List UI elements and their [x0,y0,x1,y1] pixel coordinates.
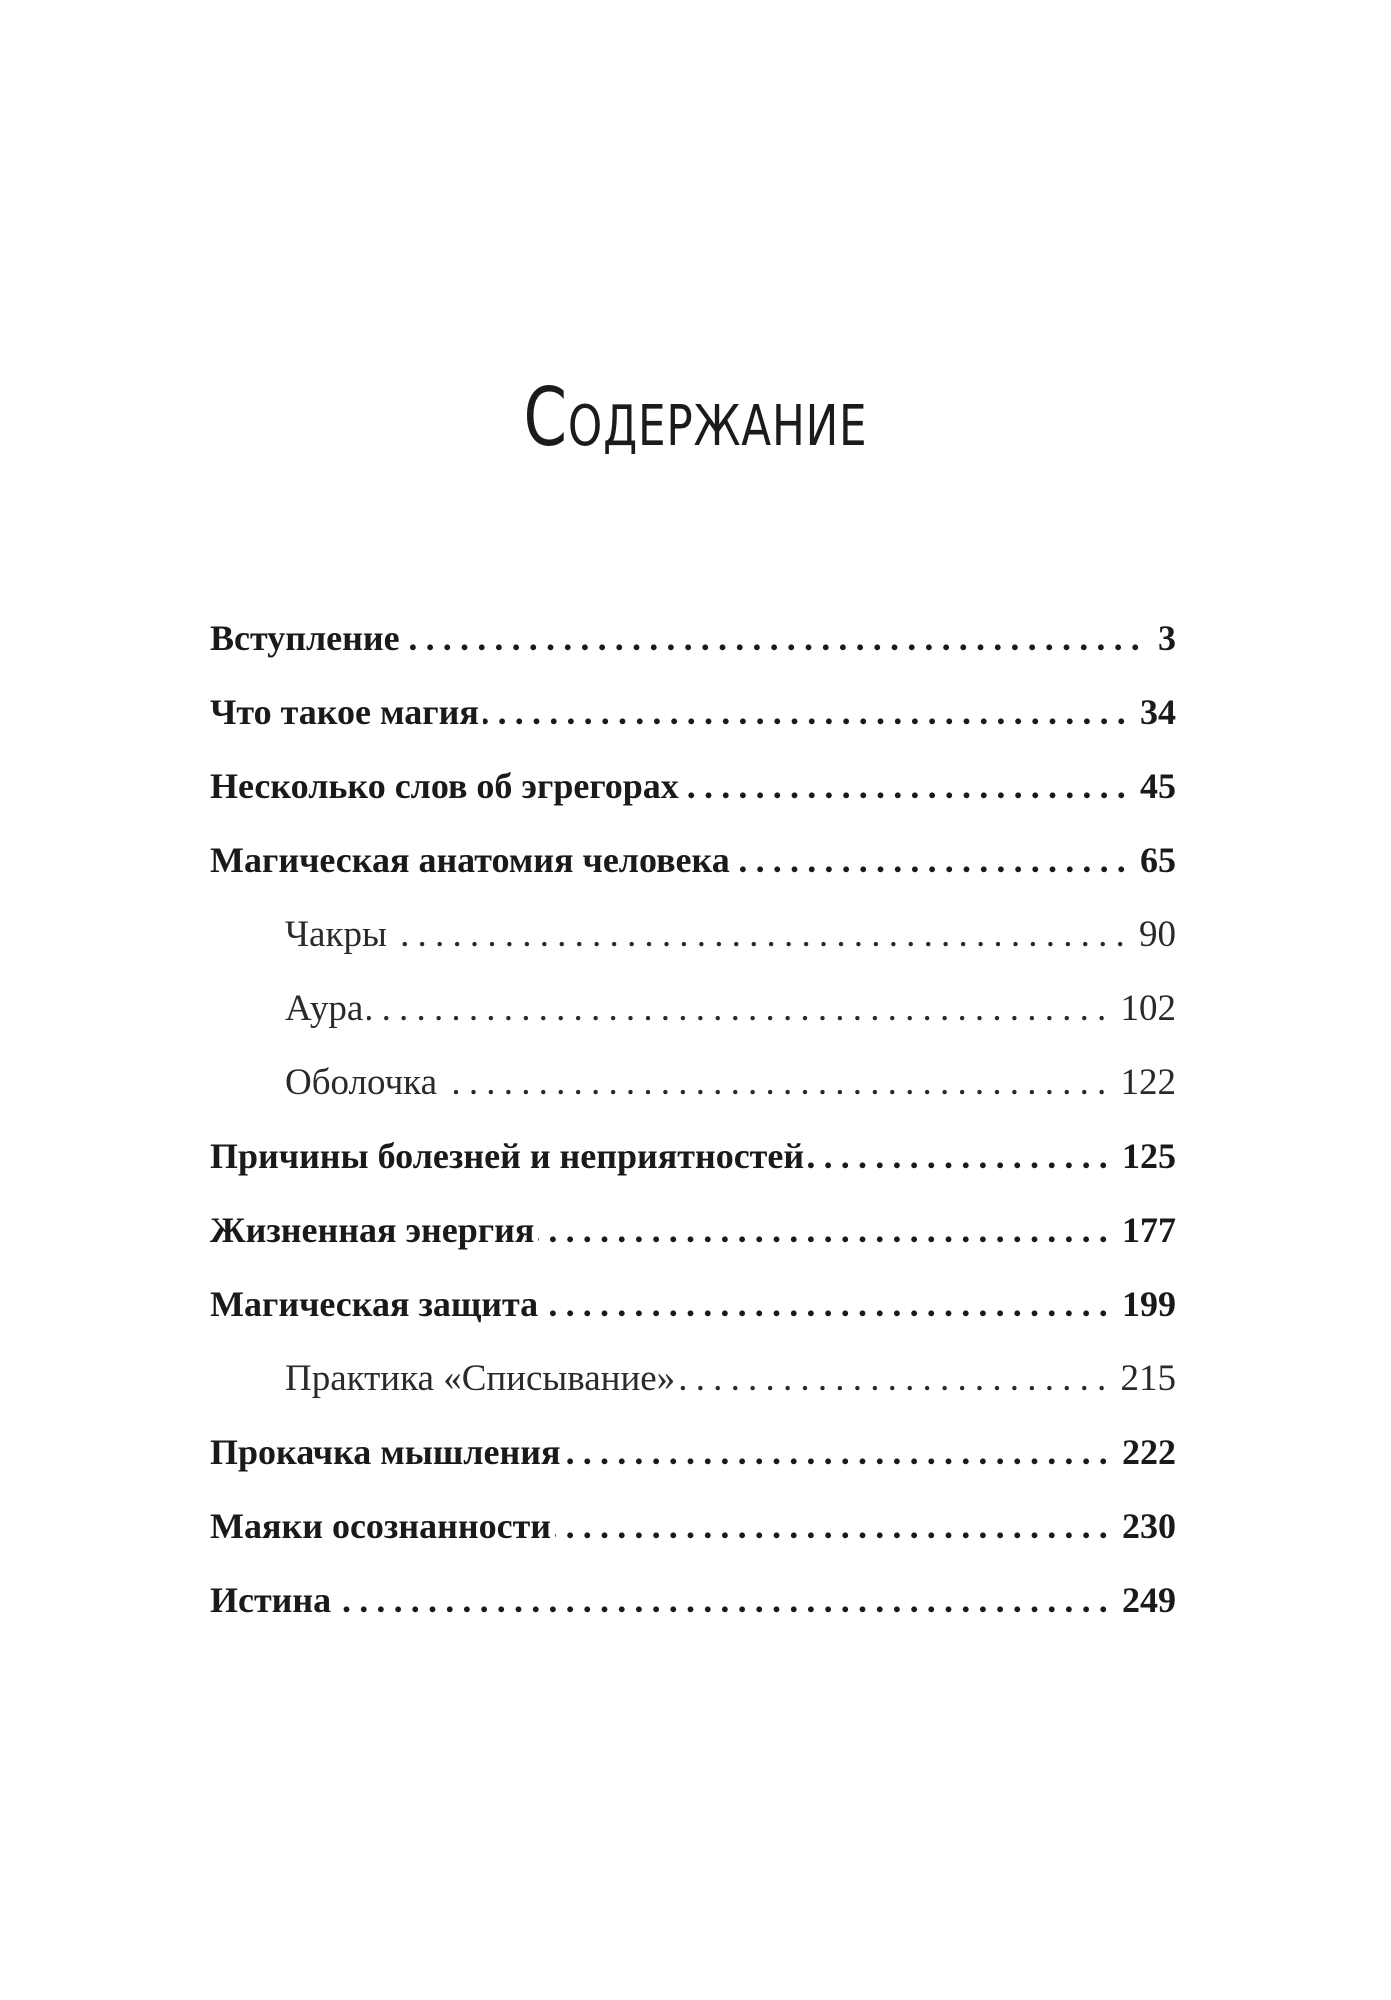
toc-entry-label: Чакры [285,914,387,955]
toc-entry-page: 199 [1122,1284,1176,1324]
toc-dot-leader [683,768,1134,804]
toc-entry [210,842,1176,916]
toc-entry-label: Несколько слов об эгрегорах [210,766,679,806]
toc-dot-leader [404,620,1148,656]
toc-dot-leader [367,990,1114,1027]
toc-entry-page: 34 [1140,692,1176,732]
toc-entry-label: Истина [210,1580,332,1620]
toc-entry-page: 3 [1158,618,1176,658]
toc-entry-label: Прокачка мышления [210,1432,561,1472]
toc-entry-page: 102 [1120,988,1176,1029]
toc-entry-label: Маяки осознанности [210,1506,552,1546]
toc-dot-leader [808,1138,1116,1174]
toc-entry-label: Оболочка [285,1062,438,1103]
toc-entry-page: 45 [1140,766,1176,806]
toc-entry [210,1582,1176,1656]
toc-entry-page: 65 [1140,840,1176,880]
table-of-contents [210,620,1176,1656]
toc-entry-label: Жизненная энергия [210,1210,535,1250]
toc-entry [210,1212,1176,1286]
toc-entry-label: Магическая анатомия человека [210,840,730,880]
toc-dot-leader [483,694,1134,730]
toc-entry [210,620,1176,694]
toc-entry-label: Что такое магия [210,692,479,732]
toc-subentry [210,990,1176,1064]
toc-dot-leader [734,842,1134,878]
toc-entry-label: Причины болезней и неприятностей [210,1136,805,1176]
toc-entry-page: 122 [1120,1062,1176,1103]
toc-entry-page: 125 [1122,1136,1176,1176]
toc-entry-label: Практика «Списывание» [285,1358,676,1399]
toc-entry-page: 215 [1120,1358,1176,1399]
toc-dot-leader [564,1434,1116,1470]
toc-entry [210,1434,1176,1508]
toc-dot-leader [335,1582,1116,1618]
toc-entry [210,1286,1176,1360]
toc-entry [210,1508,1176,1582]
page-title: Содержание [523,371,868,464]
toc-subentry [210,1064,1176,1138]
toc-dot-leader [441,1064,1114,1101]
toc-dot-leader [555,1508,1116,1544]
toc-entry-page: 249 [1122,1580,1176,1620]
toc-subentry [210,916,1176,990]
toc-entry [210,694,1176,768]
toc-dot-leader [542,1286,1116,1322]
toc-entry [210,1138,1176,1212]
toc-entry-label: Аура [285,988,364,1029]
toc-dot-leader [538,1212,1116,1248]
toc-entry-page: 90 [1139,914,1176,955]
toc-entry [210,768,1176,842]
toc-entry-label: Вступление [210,618,400,658]
toc-subentry [210,1360,1176,1434]
toc-entry-page: 230 [1122,1506,1176,1546]
toc-entry-label: Магическая защита [210,1284,539,1324]
toc-dot-leader [391,916,1133,953]
toc-entry-page: 177 [1122,1210,1176,1250]
toc-dot-leader [679,1360,1114,1397]
toc-entry-page: 222 [1122,1432,1176,1472]
